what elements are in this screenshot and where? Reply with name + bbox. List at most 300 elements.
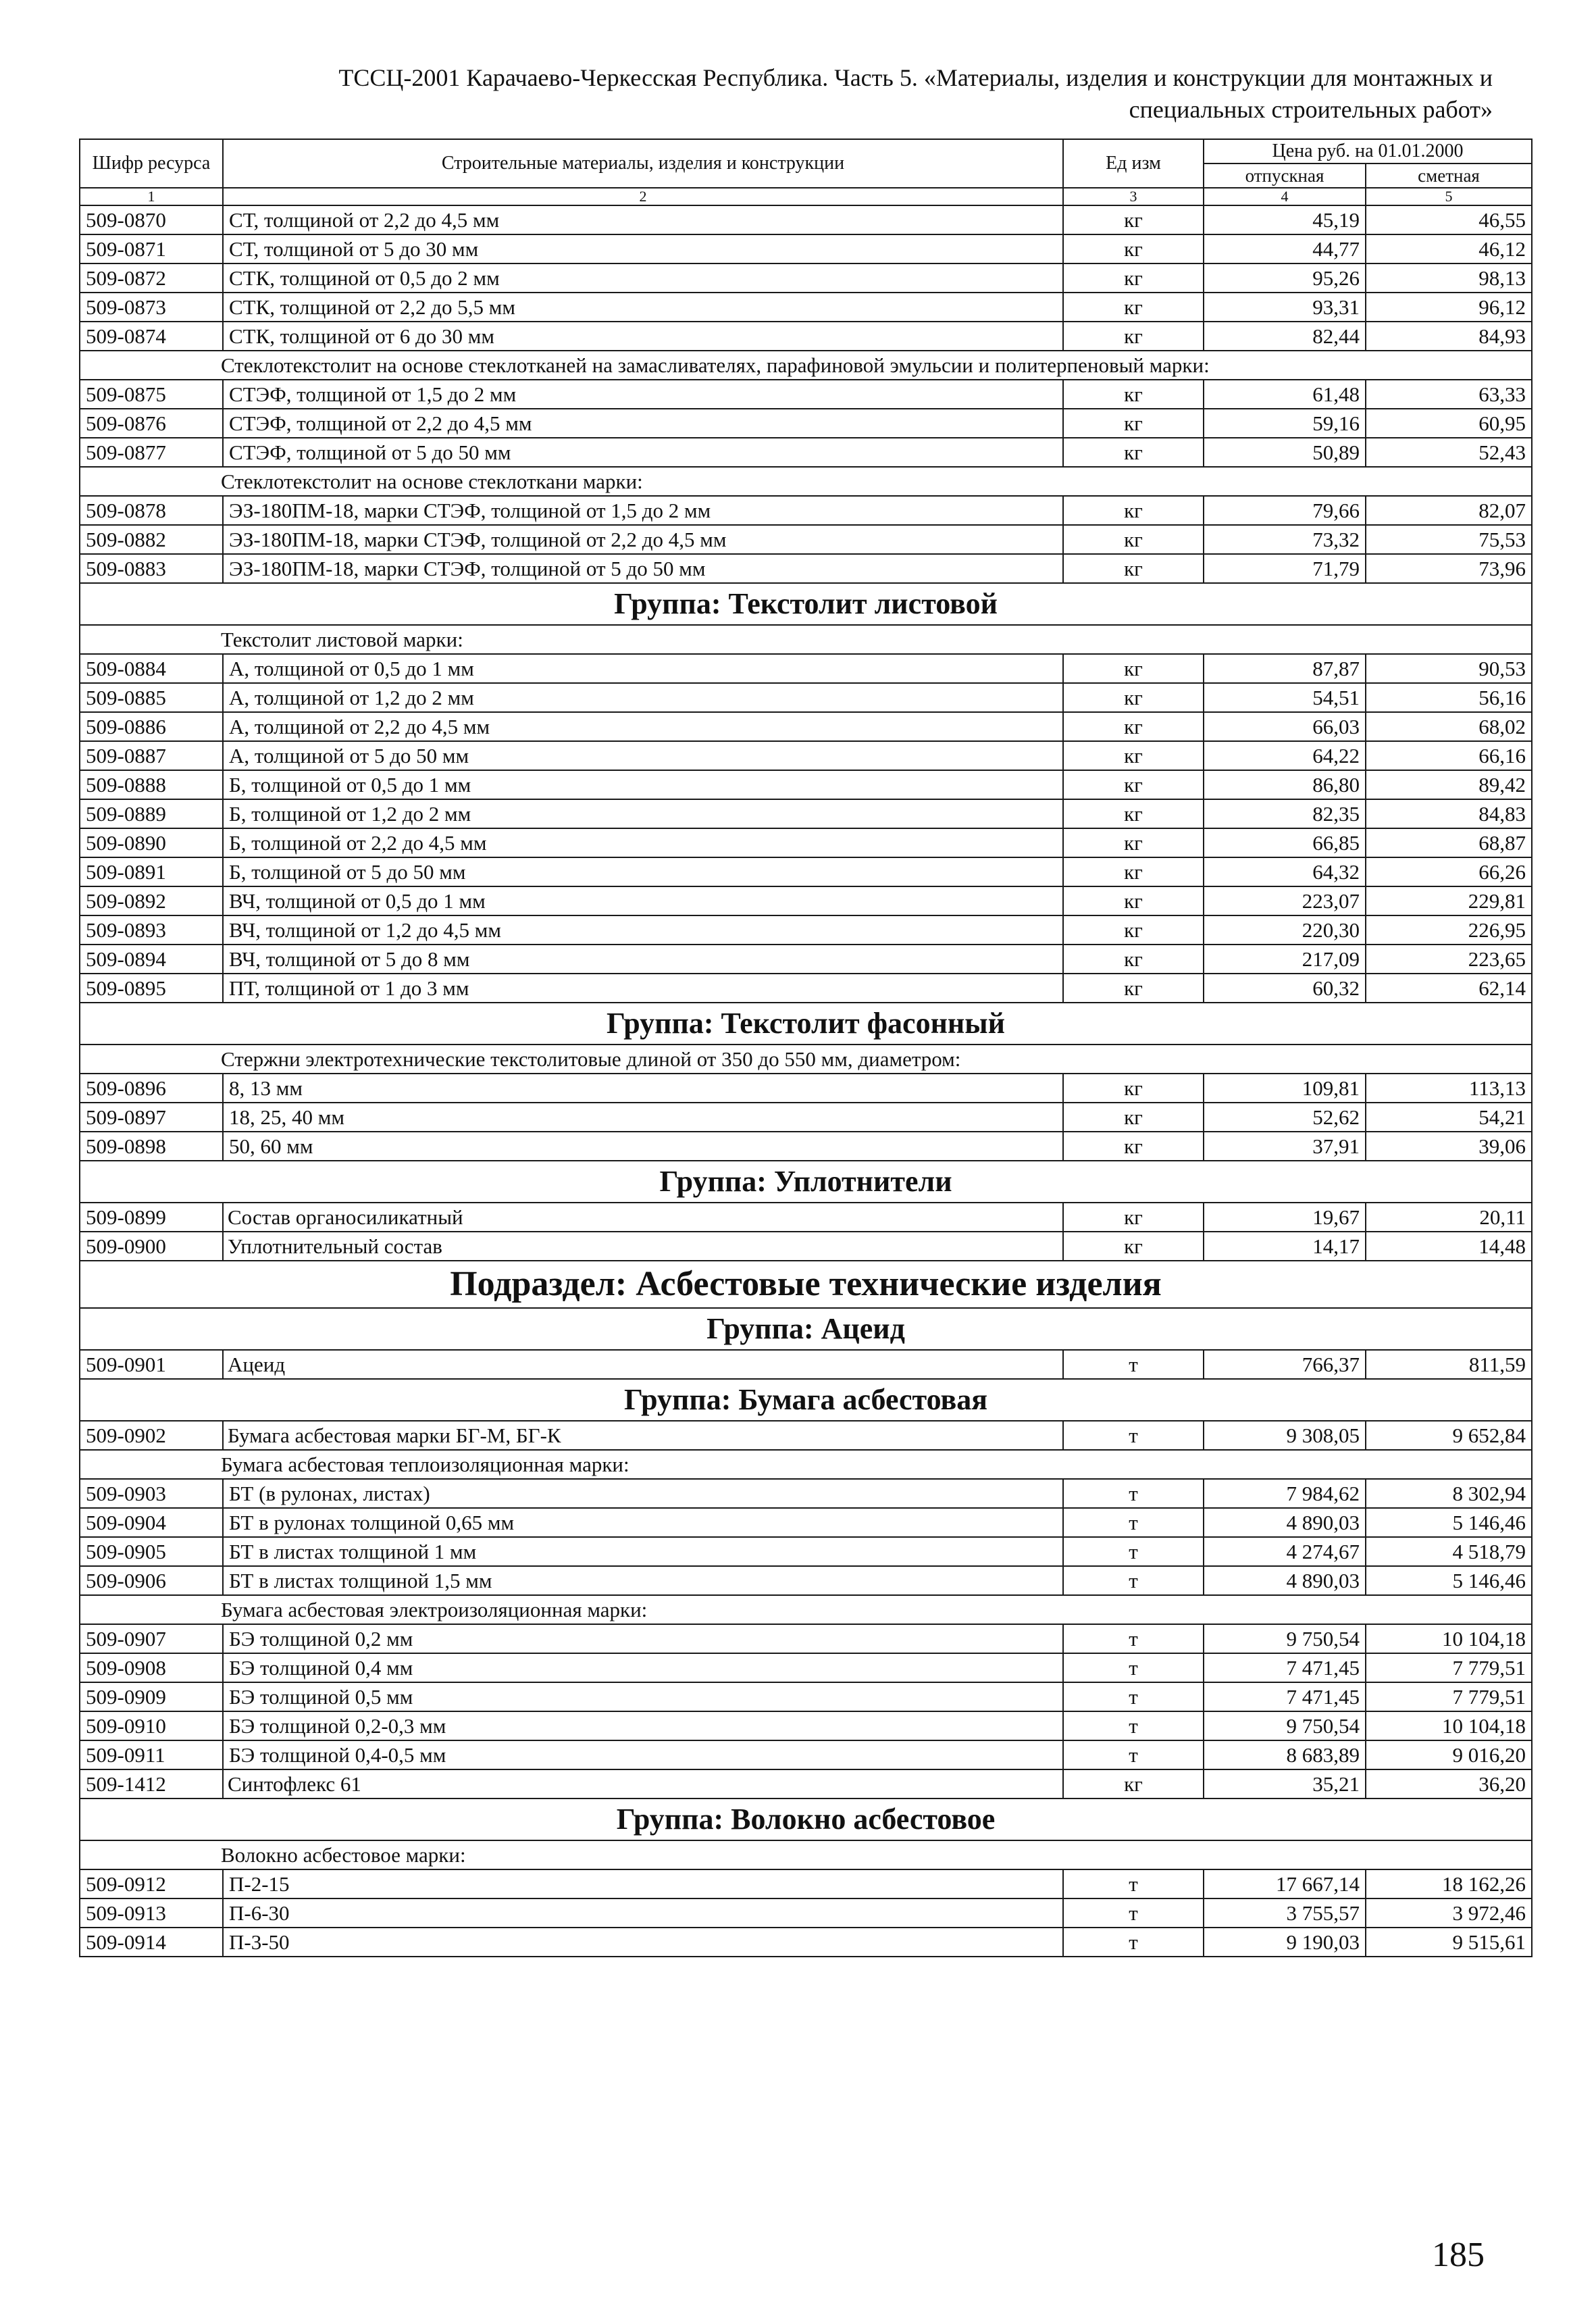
column-number: 1	[80, 188, 223, 205]
release-price-cell: 60,32	[1204, 974, 1366, 1003]
table-row	[80, 525, 1532, 554]
estimate-price-cell: 56,16	[1366, 683, 1532, 712]
subheading-row	[80, 351, 1532, 380]
group-heading: Группа: Текстолит листовой	[80, 583, 1532, 625]
resource-code-cell: 509-0893	[80, 915, 223, 945]
resource-code-cell: 509-0877	[80, 438, 223, 467]
price-table	[79, 139, 1533, 1957]
estimate-price-cell: 60,95	[1366, 409, 1532, 438]
estimate-price-cell: 9 016,20	[1366, 1740, 1532, 1769]
release-price-cell: 8 683,89	[1204, 1740, 1366, 1769]
resource-code-cell: 509-0899	[80, 1203, 223, 1232]
table-row	[80, 828, 1532, 857]
table-row	[80, 915, 1532, 945]
table-row	[80, 712, 1532, 741]
table-row	[80, 683, 1532, 712]
resource-code-cell: 509-0886	[80, 712, 223, 741]
resource-code-cell: 509-0883	[80, 554, 223, 583]
release-price-cell: 66,85	[1204, 828, 1366, 857]
estimate-price-cell: 226,95	[1366, 915, 1532, 945]
material-name-cell: Ацеид	[223, 1350, 1063, 1379]
release-price-cell: 9 750,54	[1204, 1624, 1366, 1653]
resource-code-cell: 509-0892	[80, 886, 223, 915]
resource-code-cell: 509-0870	[80, 205, 223, 234]
resource-code-cell: 509-0913	[80, 1898, 223, 1928]
release-price-cell: 61,48	[1204, 380, 1366, 409]
column-header-estimate-price: сметная	[1366, 164, 1532, 188]
resource-code-cell: 509-0898	[80, 1132, 223, 1161]
material-name-cell: БТ в листах толщиной 1 мм	[223, 1537, 1063, 1566]
unit-cell: кг	[1063, 1232, 1204, 1261]
unit-cell: т	[1063, 1508, 1204, 1537]
unit-cell: т	[1063, 1740, 1204, 1769]
estimate-price-cell: 8 302,94	[1366, 1479, 1532, 1508]
subheading-row	[80, 1595, 1532, 1624]
estimate-price-cell: 18 162,26	[1366, 1869, 1532, 1898]
unit-cell: кг	[1063, 1103, 1204, 1132]
estimate-price-cell: 7 779,51	[1366, 1682, 1532, 1711]
estimate-price-cell: 223,65	[1366, 945, 1532, 974]
release-price-cell: 45,19	[1204, 205, 1366, 234]
release-price-cell: 35,21	[1204, 1769, 1366, 1799]
material-name-cell: П-3-50	[223, 1928, 1063, 1957]
table-row	[80, 1711, 1532, 1740]
table-row	[80, 1421, 1532, 1450]
column-header-unit: Ед изм	[1063, 139, 1204, 188]
material-name-cell: СТК, толщиной от 6 до 30 мм	[223, 322, 1063, 351]
page-number: 185	[1432, 2236, 1485, 2274]
table-row	[80, 770, 1532, 799]
estimate-price-cell: 20,11	[1366, 1203, 1532, 1232]
group-heading: Группа: Бумага асбестовая	[80, 1379, 1532, 1421]
release-price-cell: 79,66	[1204, 496, 1366, 525]
material-name-cell: ВЧ, толщиной от 1,2 до 4,5 мм	[223, 915, 1063, 945]
release-price-cell: 44,77	[1204, 234, 1366, 263]
table-row	[80, 974, 1532, 1003]
group-heading: Группа: Волокно асбестовое	[80, 1799, 1532, 1840]
unit-cell: т	[1063, 1711, 1204, 1740]
release-price-cell: 7 471,45	[1204, 1653, 1366, 1682]
release-price-cell: 82,44	[1204, 322, 1366, 351]
release-price-cell: 71,79	[1204, 554, 1366, 583]
column-header-code: Шифр ресурса	[80, 139, 223, 188]
release-price-cell: 95,26	[1204, 263, 1366, 293]
material-name-cell: СТЭФ, толщиной от 5 до 50 мм	[223, 438, 1063, 467]
column-number: 4	[1204, 188, 1366, 205]
release-price-cell: 64,22	[1204, 741, 1366, 770]
material-name-cell: ЭЗ-180ПМ-18, марки СТЭФ, толщиной от 1,5 до 2 мм	[223, 496, 1063, 525]
unit-cell: кг	[1063, 205, 1204, 234]
estimate-price-cell: 54,21	[1366, 1103, 1532, 1132]
material-name-cell: А, толщиной от 0,5 до 1 мм	[223, 654, 1063, 683]
unit-cell: т	[1063, 1537, 1204, 1566]
resource-code-cell: 509-0912	[80, 1869, 223, 1898]
document-header	[81, 62, 1493, 126]
resource-code-cell: 509-0873	[80, 293, 223, 322]
estimate-price-cell: 84,93	[1366, 322, 1532, 351]
table-row	[80, 1566, 1532, 1595]
release-price-cell: 37,91	[1204, 1132, 1366, 1161]
estimate-price-cell: 10 104,18	[1366, 1711, 1532, 1740]
resource-code-cell: 509-0889	[80, 799, 223, 828]
unit-cell: т	[1063, 1624, 1204, 1653]
table-row	[80, 1508, 1532, 1537]
release-price-cell: 217,09	[1204, 945, 1366, 974]
resource-code-cell: 509-0907	[80, 1624, 223, 1653]
release-price-cell: 82,35	[1204, 799, 1366, 828]
unit-cell: т	[1063, 1566, 1204, 1595]
unit-cell: кг	[1063, 712, 1204, 741]
material-name-cell: БЭ толщиной 0,4 мм	[223, 1653, 1063, 1682]
subheading-text: Бумага асбестовая теплоизоляционная марки:	[80, 1450, 1532, 1479]
material-name-cell: 18, 25, 40 мм	[223, 1103, 1063, 1132]
table-row	[80, 1350, 1532, 1379]
table-row	[80, 886, 1532, 915]
table-row	[80, 1928, 1532, 1957]
table-row	[80, 1769, 1532, 1799]
material-name-cell: Б, толщиной от 5 до 50 мм	[223, 857, 1063, 886]
table-row	[80, 1653, 1532, 1682]
table-row	[80, 945, 1532, 974]
estimate-price-cell: 84,83	[1366, 799, 1532, 828]
material-name-cell: СТК, толщиной от 0,5 до 2 мм	[223, 263, 1063, 293]
estimate-price-cell: 89,42	[1366, 770, 1532, 799]
unit-cell: т	[1063, 1898, 1204, 1928]
release-price-cell: 17 667,14	[1204, 1869, 1366, 1898]
material-name-cell: ВЧ, толщиной от 5 до 8 мм	[223, 945, 1063, 974]
column-number-row	[80, 188, 1532, 205]
table-row	[80, 380, 1532, 409]
material-name-cell: БЭ толщиной 0,2 мм	[223, 1624, 1063, 1653]
column-number: 5	[1366, 188, 1532, 205]
group-heading: Группа: Ацеид	[80, 1308, 1532, 1350]
unit-cell: кг	[1063, 293, 1204, 322]
resource-code-cell: 509-0911	[80, 1740, 223, 1769]
release-price-cell: 109,81	[1204, 1074, 1366, 1103]
release-price-cell: 220,30	[1204, 915, 1366, 945]
unit-cell: т	[1063, 1682, 1204, 1711]
material-name-cell: БЭ толщиной 0,5 мм	[223, 1682, 1063, 1711]
subheading-text: Текстолит листовой марки:	[80, 625, 1532, 654]
resource-code-cell: 509-0904	[80, 1508, 223, 1537]
subheading-row	[80, 1840, 1532, 1869]
table-row	[80, 263, 1532, 293]
unit-cell: кг	[1063, 741, 1204, 770]
unit-cell: кг	[1063, 915, 1204, 945]
estimate-price-cell: 96,12	[1366, 293, 1532, 322]
release-price-cell: 19,67	[1204, 1203, 1366, 1232]
material-name-cell: СТ, толщиной от 5 до 30 мм	[223, 234, 1063, 263]
unit-cell: кг	[1063, 1769, 1204, 1799]
group-heading-row	[80, 1003, 1532, 1045]
resource-code-cell: 509-0890	[80, 828, 223, 857]
table-row	[80, 1898, 1532, 1928]
unit-cell: кг	[1063, 683, 1204, 712]
estimate-price-cell: 68,02	[1366, 712, 1532, 741]
release-price-cell: 52,62	[1204, 1103, 1366, 1132]
material-name-cell: 50, 60 мм	[223, 1132, 1063, 1161]
table-row	[80, 1869, 1532, 1898]
unit-cell: т	[1063, 1421, 1204, 1450]
estimate-price-cell: 52,43	[1366, 438, 1532, 467]
estimate-price-cell: 9 652,84	[1366, 1421, 1532, 1450]
material-name-cell: Б, толщиной от 0,5 до 1 мм	[223, 770, 1063, 799]
resource-code-cell: 509-0875	[80, 380, 223, 409]
subheading-row	[80, 467, 1532, 496]
unit-cell: кг	[1063, 770, 1204, 799]
release-price-cell: 54,51	[1204, 683, 1366, 712]
material-name-cell: СТЭФ, толщиной от 2,2 до 4,5 мм	[223, 409, 1063, 438]
subheading-text: Стержни электротехнические текстолитовые длиной от 350 до 550 мм, диаметром:	[80, 1045, 1532, 1074]
resource-code-cell: 509-0871	[80, 234, 223, 263]
resource-code-cell: 509-0901	[80, 1350, 223, 1379]
release-price-cell: 73,32	[1204, 525, 1366, 554]
unit-cell: т	[1063, 1479, 1204, 1508]
release-price-cell: 9 190,03	[1204, 1928, 1366, 1957]
estimate-price-cell: 4 518,79	[1366, 1537, 1532, 1566]
table-row	[80, 322, 1532, 351]
table-row	[80, 799, 1532, 828]
unit-cell: кг	[1063, 857, 1204, 886]
estimate-price-cell: 3 972,46	[1366, 1898, 1532, 1928]
group-heading-row	[80, 1308, 1532, 1350]
unit-cell: т	[1063, 1869, 1204, 1898]
resource-code-cell: 509-0896	[80, 1074, 223, 1103]
estimate-price-cell: 75,53	[1366, 525, 1532, 554]
table-row	[80, 1203, 1532, 1232]
material-name-cell: БЭ толщиной 0,4-0,5 мм	[223, 1740, 1063, 1769]
resource-code-cell: 509-0894	[80, 945, 223, 974]
material-name-cell: Б, толщиной от 1,2 до 2 мм	[223, 799, 1063, 828]
estimate-price-cell: 10 104,18	[1366, 1624, 1532, 1653]
table-row	[80, 293, 1532, 322]
release-price-cell: 86,80	[1204, 770, 1366, 799]
estimate-price-cell: 5 146,46	[1366, 1566, 1532, 1595]
resource-code-cell: 509-0888	[80, 770, 223, 799]
resource-code-cell: 509-0878	[80, 496, 223, 525]
unit-cell: кг	[1063, 1132, 1204, 1161]
unit-cell: кг	[1063, 945, 1204, 974]
material-name-cell: СТК, толщиной от 2,2 до 5,5 мм	[223, 293, 1063, 322]
resource-code-cell: 509-0908	[80, 1653, 223, 1682]
resource-code-cell: 509-0876	[80, 409, 223, 438]
table-row	[80, 554, 1532, 583]
release-price-cell: 4 890,03	[1204, 1566, 1366, 1595]
header-title-line-2: специальных строительных работ»	[1129, 96, 1493, 123]
group-heading-row	[80, 1799, 1532, 1840]
estimate-price-cell: 36,20	[1366, 1769, 1532, 1799]
unit-cell: кг	[1063, 263, 1204, 293]
resource-code-cell: 509-0914	[80, 1928, 223, 1957]
unit-cell: кг	[1063, 886, 1204, 915]
estimate-price-cell: 46,12	[1366, 234, 1532, 263]
group-heading-row	[80, 1379, 1532, 1421]
subheading-text: Волокно асбестовое марки:	[80, 1840, 1532, 1869]
unit-cell: кг	[1063, 554, 1204, 583]
column-header-release-price: отпускная	[1204, 164, 1366, 188]
table-row	[80, 409, 1532, 438]
unit-cell: кг	[1063, 799, 1204, 828]
estimate-price-cell: 39,06	[1366, 1132, 1532, 1161]
material-name-cell: ЭЗ-180ПМ-18, марки СТЭФ, толщиной от 5 до 50 мм	[223, 554, 1063, 583]
table-row	[80, 205, 1532, 234]
release-price-cell: 9 750,54	[1204, 1711, 1366, 1740]
unit-cell: кг	[1063, 438, 1204, 467]
table-row	[80, 1479, 1532, 1508]
release-price-cell: 64,32	[1204, 857, 1366, 886]
estimate-price-cell: 62,14	[1366, 974, 1532, 1003]
subheading-row	[80, 1045, 1532, 1074]
header-title-line-1: ТССЦ-2001 Карачаево-Черкесская Республика. Часть 5. «Материалы, изделия и конструкции для монтажных и	[338, 64, 1493, 91]
resource-code-cell: 509-0900	[80, 1232, 223, 1261]
release-price-cell: 14,17	[1204, 1232, 1366, 1261]
estimate-price-cell: 46,55	[1366, 205, 1532, 234]
table-row	[80, 1232, 1532, 1261]
resource-code-cell: 509-0906	[80, 1566, 223, 1595]
column-number: 3	[1063, 188, 1204, 205]
table-row	[80, 741, 1532, 770]
resource-code-cell: 509-0874	[80, 322, 223, 351]
material-name-cell: ЭЗ-180ПМ-18, марки СТЭФ, толщиной от 2,2 до 4,5 мм	[223, 525, 1063, 554]
estimate-price-cell: 66,26	[1366, 857, 1532, 886]
material-name-cell: 8, 13 мм	[223, 1074, 1063, 1103]
estimate-price-cell: 14,48	[1366, 1232, 1532, 1261]
column-number: 2	[223, 188, 1063, 205]
group-heading: Группа: Текстолит фасонный	[80, 1003, 1532, 1045]
estimate-price-cell: 66,16	[1366, 741, 1532, 770]
material-name-cell: А, толщиной от 5 до 50 мм	[223, 741, 1063, 770]
unit-cell: кг	[1063, 322, 1204, 351]
unit-cell: кг	[1063, 234, 1204, 263]
resource-code-cell: 509-0905	[80, 1537, 223, 1566]
column-header-name: Строительные материалы, изделия и конструкции	[223, 139, 1063, 188]
table-row	[80, 1132, 1532, 1161]
table-row	[80, 1740, 1532, 1769]
resource-code-cell: 509-0891	[80, 857, 223, 886]
subheading-text: Бумага асбестовая электроизоляционная марки:	[80, 1595, 1532, 1624]
estimate-price-cell: 229,81	[1366, 886, 1532, 915]
release-price-cell: 7 471,45	[1204, 1682, 1366, 1711]
table-header-row	[80, 139, 1532, 164]
resource-code-cell: 509-0895	[80, 974, 223, 1003]
unit-cell: т	[1063, 1928, 1204, 1957]
table-row	[80, 234, 1532, 263]
material-name-cell: БТ в рулонах толщиной 0,65 мм	[223, 1508, 1063, 1537]
unit-cell: кг	[1063, 409, 1204, 438]
release-price-cell: 93,31	[1204, 293, 1366, 322]
release-price-cell: 766,37	[1204, 1350, 1366, 1379]
release-price-cell: 9 308,05	[1204, 1421, 1366, 1450]
unit-cell: кг	[1063, 654, 1204, 683]
estimate-price-cell: 811,59	[1366, 1350, 1532, 1379]
release-price-cell: 4 890,03	[1204, 1508, 1366, 1537]
material-name-cell: Синтофлекс 61	[223, 1769, 1063, 1799]
table-row	[80, 1537, 1532, 1566]
resource-code-cell: 509-0909	[80, 1682, 223, 1711]
group-heading: Группа: Уплотнители	[80, 1161, 1532, 1203]
material-name-cell: СТ, толщиной от 2,2 до 4,5 мм	[223, 205, 1063, 234]
estimate-price-cell: 63,33	[1366, 380, 1532, 409]
unit-cell: кг	[1063, 828, 1204, 857]
release-price-cell: 50,89	[1204, 438, 1366, 467]
material-name-cell: Б, толщиной от 2,2 до 4,5 мм	[223, 828, 1063, 857]
subheading-text: Стеклотекстолит на основе стеклоткани марки:	[80, 467, 1532, 496]
resource-code-cell: 509-0902	[80, 1421, 223, 1450]
resource-code-cell: 509-0884	[80, 654, 223, 683]
release-price-cell: 87,87	[1204, 654, 1366, 683]
estimate-price-cell: 82,07	[1366, 496, 1532, 525]
resource-code-cell: 509-0885	[80, 683, 223, 712]
group-heading-row	[80, 1161, 1532, 1203]
material-name-cell: Состав органосиликатный	[223, 1203, 1063, 1232]
unit-cell: кг	[1063, 1074, 1204, 1103]
material-name-cell: ВЧ, толщиной от 0,5 до 1 мм	[223, 886, 1063, 915]
material-name-cell: П-2-15	[223, 1869, 1063, 1898]
material-name-cell: Бумага асбестовая марки БГ-М, БГ-К	[223, 1421, 1063, 1450]
estimate-price-cell: 7 779,51	[1366, 1653, 1532, 1682]
estimate-price-cell: 113,13	[1366, 1074, 1532, 1103]
estimate-price-cell: 5 146,46	[1366, 1508, 1532, 1537]
material-name-cell: П-6-30	[223, 1898, 1063, 1928]
unit-cell: кг	[1063, 380, 1204, 409]
section-heading-row	[80, 1261, 1532, 1308]
estimate-price-cell: 68,87	[1366, 828, 1532, 857]
material-name-cell: ПТ, толщиной от 1 до 3 мм	[223, 974, 1063, 1003]
estimate-price-cell: 98,13	[1366, 263, 1532, 293]
table-row	[80, 1074, 1532, 1103]
unit-cell: т	[1063, 1350, 1204, 1379]
unit-cell: кг	[1063, 974, 1204, 1003]
subheading-row	[80, 625, 1532, 654]
table-row	[80, 1103, 1532, 1132]
resource-code-cell: 509-0882	[80, 525, 223, 554]
table-row	[80, 1624, 1532, 1653]
table-row	[80, 857, 1532, 886]
table-row	[80, 1682, 1532, 1711]
group-heading-row	[80, 583, 1532, 625]
table-row	[80, 654, 1532, 683]
column-header-price: Цена руб. на 01.01.2000	[1204, 139, 1532, 164]
material-name-cell: А, толщиной от 1,2 до 2 мм	[223, 683, 1063, 712]
subheading-row	[80, 1450, 1532, 1479]
resource-code-cell: 509-0903	[80, 1479, 223, 1508]
release-price-cell: 7 984,62	[1204, 1479, 1366, 1508]
resource-code-cell: 509-0910	[80, 1711, 223, 1740]
material-name-cell: А, толщиной от 2,2 до 4,5 мм	[223, 712, 1063, 741]
subheading-text: Стеклотекстолит на основе стеклотканей на замасливателях, парафиновой эмульсии и политерпеновый марки:	[80, 351, 1532, 380]
section-heading: Подраздел: Асбестовые технические изделия	[80, 1261, 1532, 1308]
estimate-price-cell: 9 515,61	[1366, 1928, 1532, 1957]
resource-code-cell: 509-0897	[80, 1103, 223, 1132]
release-price-cell: 59,16	[1204, 409, 1366, 438]
release-price-cell: 66,03	[1204, 712, 1366, 741]
material-name-cell: БТ в листах толщиной 1,5 мм	[223, 1566, 1063, 1595]
release-price-cell: 4 274,67	[1204, 1537, 1366, 1566]
table-row	[80, 496, 1532, 525]
resource-code-cell: 509-1412	[80, 1769, 223, 1799]
estimate-price-cell: 90,53	[1366, 654, 1532, 683]
unit-cell: кг	[1063, 1203, 1204, 1232]
material-name-cell: БТ (в рулонах, листах)	[223, 1479, 1063, 1508]
release-price-cell: 3 755,57	[1204, 1898, 1366, 1928]
table-row	[80, 438, 1532, 467]
estimate-price-cell: 73,96	[1366, 554, 1532, 583]
material-name-cell: СТЭФ, толщиной от 1,5 до 2 мм	[223, 380, 1063, 409]
unit-cell: кг	[1063, 496, 1204, 525]
material-name-cell: БЭ толщиной 0,2-0,3 мм	[223, 1711, 1063, 1740]
unit-cell: кг	[1063, 525, 1204, 554]
resource-code-cell: 509-0887	[80, 741, 223, 770]
